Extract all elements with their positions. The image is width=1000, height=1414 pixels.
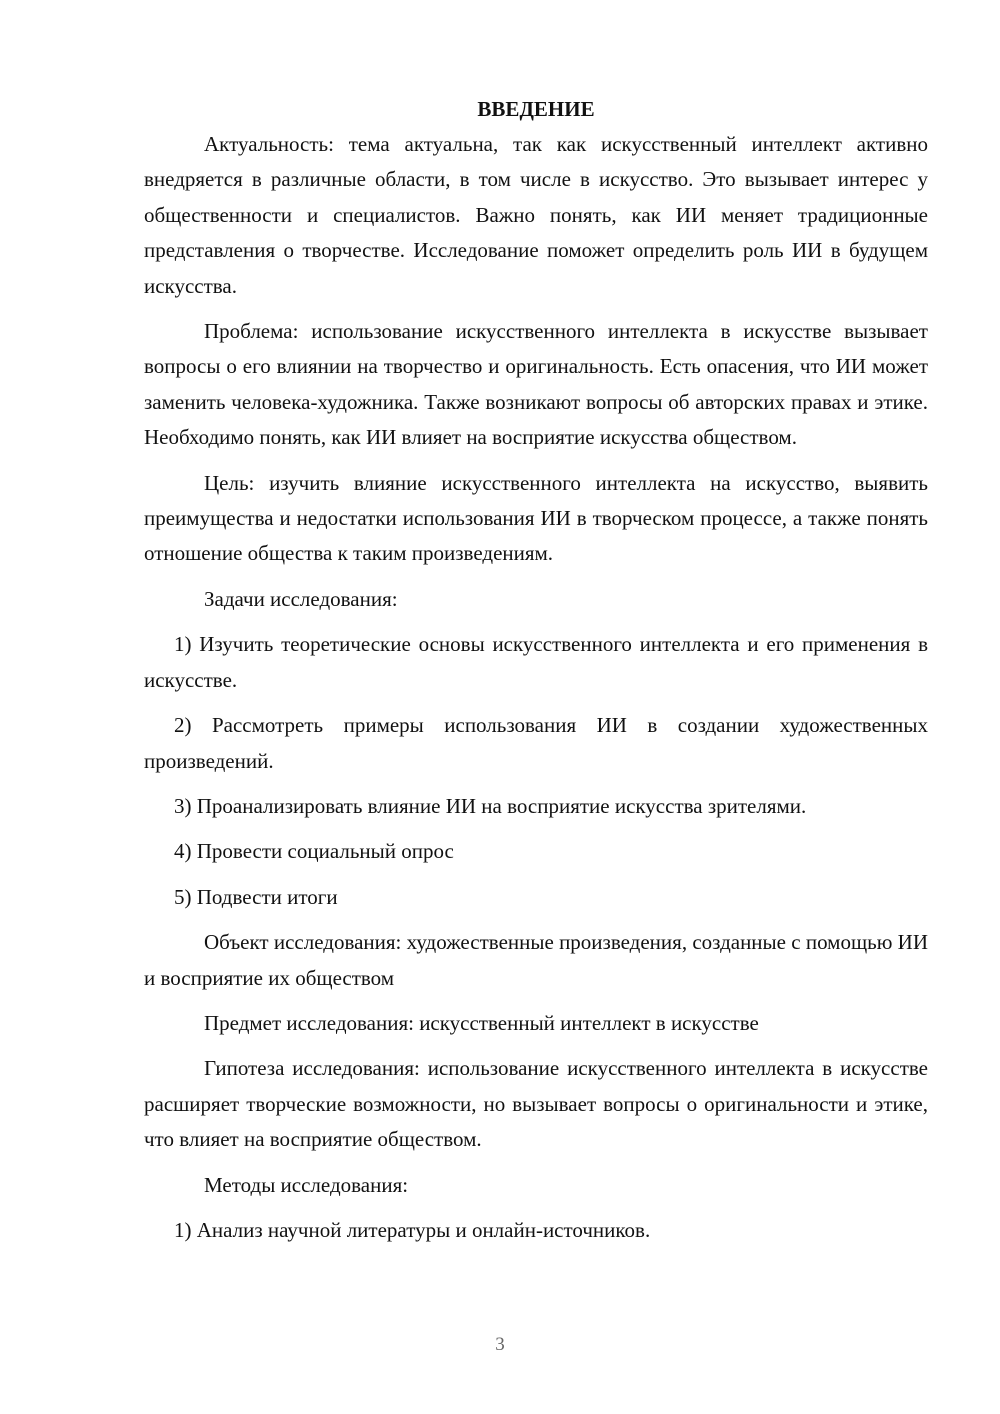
task-item-4: 4) Провести социальный опрос (174, 839, 454, 864)
paragraph-methods-heading: Методы исследования: (204, 1172, 409, 1197)
task-item-2: 2) Рассмотреть примеры использования ИИ в создании художественных произведений. (144, 713, 928, 773)
method-item-1: 1) Анализ научной литературы и онлайн-источников. (174, 1217, 651, 1242)
paragraph-relevance: Актуальность: тема актуальна, так как искусственный интеллект активно внедряется в различные области, в том числе в искусство. Это вызывает интерес у общественности и специалистов. Важно понять, как ИИ меняет традиционные представления о творчестве. Исследование поможет определить роль ИИ в будущем искусства. (144, 132, 928, 298)
paragraph-hypothesis: Гипотеза исследования: использование искусственного интеллекта в искусстве расширяет творческие возможности, но вызывает вопросы о оригинальности и этике, что влияет на восприятие обществом. (144, 1056, 928, 1152)
paragraph-object: Объект исследования: художественные произведения, созданные с помощью ИИ и восприятие их обществом (144, 930, 928, 990)
task-item-1: 1) Изучить теоретические основы искусственного интеллекта и его применения в искусстве. (144, 632, 928, 692)
task-item-5: 5) Подвести итоги (174, 884, 338, 909)
paragraph-subject: Предмет исследования: искусственный интеллект в искусстве (204, 1010, 759, 1035)
paragraph-problem: Проблема: использование искусственного интеллекта в искусстве вызывает вопросы о его влиянии на творчество и оригинальность. Есть опасения, что ИИ может заменить человека-художника. Также возникают вопросы об авторских правах и этике. Необходимо понять, как ИИ влияет на восприятие искусства обществом. (144, 319, 928, 450)
paragraph-goal: Цель: изучить влияние искусственного интеллекта на искусство, выявить преимущества и недостатки использования ИИ в творческом процессе, а также понять отношение общества к таким произведениям. (144, 470, 928, 566)
page-number: 3 (495, 1334, 505, 1355)
task-item-3: 3) Проанализировать влияние ИИ на восприятие искусства зрителями. (174, 793, 807, 818)
document-body (144, 92, 928, 1258)
section-title: ВВЕДЕНИЕ (477, 97, 595, 121)
paragraph-tasks-heading: Задачи исследования: (204, 586, 398, 611)
